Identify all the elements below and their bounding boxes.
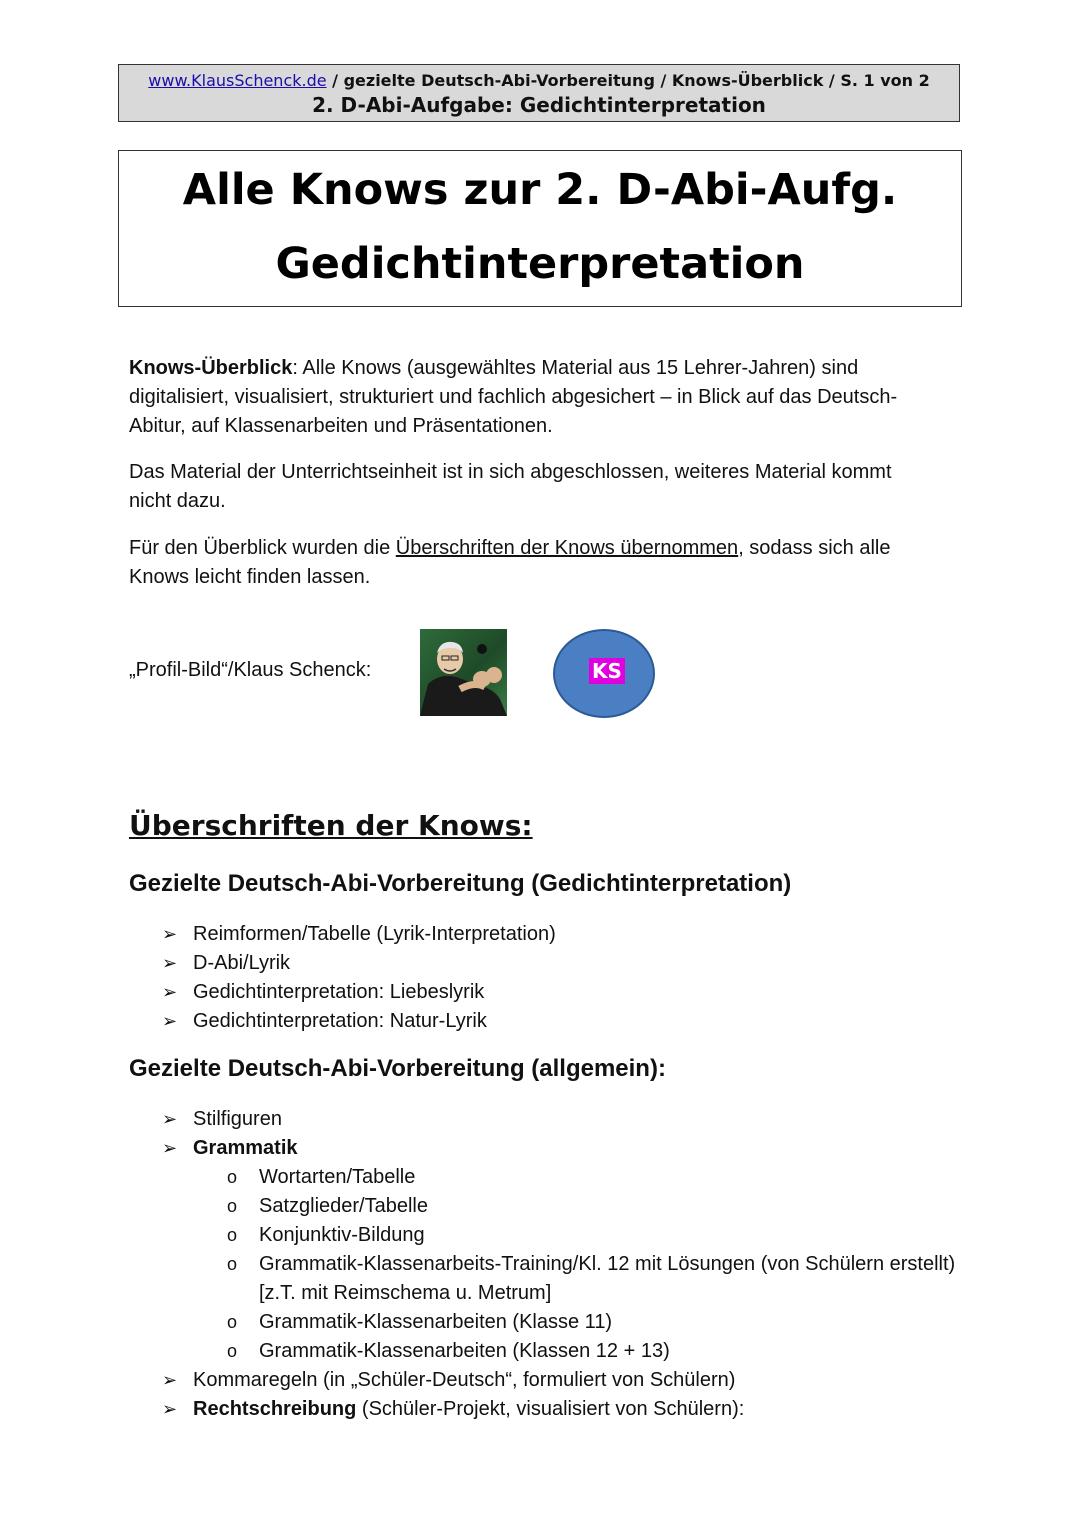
- arrow-bullet-icon: ➢: [162, 982, 178, 1002]
- group1-list: [162, 920, 556, 1036]
- sub-list-item: o Konjunktiv-Bildung: [227, 1221, 959, 1250]
- arrow-bullet-icon: ➢: [162, 1109, 178, 1129]
- sub-list-item: o Grammatik-Klassenarbeits-Training/Kl. 12 mit Lösungen (von Schülern erstellt) [z.T. mit Reimschema u. Metrum]: [227, 1250, 959, 1308]
- grammatik-sublist: [162, 1163, 959, 1366]
- list-item: ➢ Grammatik: [162, 1134, 959, 1163]
- group2-heading: Gezielte Deutsch-Abi-Vorbereitung (allgemein):: [129, 1055, 666, 1082]
- group2-list: [162, 1105, 959, 1424]
- website-link[interactable]: www.KlausSchenck.de: [148, 71, 327, 90]
- circle-bullet-icon: o: [227, 1167, 238, 1187]
- sub-list-item: o Satzglieder/Tabelle: [227, 1192, 959, 1221]
- intro-bold-label: Knows-Überblick: [129, 357, 293, 379]
- group1-heading: Gezielte Deutsch-Abi-Vorbereitung (Gedichtinterpretation): [129, 870, 792, 897]
- circle-bullet-icon: o: [227, 1341, 238, 1361]
- title-box: [118, 150, 962, 307]
- intro-text-1: : Alle Knows (ausgewähltes Material aus 15 Lehrer-Jahren) sind digitalisiert, visualisiert, strukturiert und fachlich abgesichert – in Blick auf das Deutsch-Abitur, auf Klassenarbeiten und Präsentationen.: [129, 357, 898, 437]
- arrow-bullet-icon: ➢: [162, 1138, 178, 1158]
- list-item: ➢ Rechtschreibung (Schüler-Projekt, visualisiert von Schülern):: [162, 1395, 959, 1424]
- sub-list-item: o Grammatik-Klassenarbeiten (Klassen 12 + 13): [227, 1337, 959, 1366]
- list-item: ➢ D-Abi/Lyrik: [162, 949, 556, 978]
- header-path: [119, 71, 959, 90]
- list-item: ➢ Gedichtinterpretation: Natur-Lyrik: [162, 1007, 556, 1036]
- intro-paragraph-2: Das Material der Unterrichtseinheit ist in sich abgeschlossen, weiteres Material kommt nicht dazu.: [129, 461, 892, 512]
- arrow-bullet-icon: ➢: [162, 924, 178, 944]
- title-line-1: Alle Knows zur 2. D-Abi-Aufg.: [182, 165, 898, 215]
- ks-badge: KS: [589, 658, 625, 684]
- profile-label: „Profil-Bild“/Klaus Schenck:: [129, 659, 372, 681]
- header-subtitle: 2. D-Abi-Aufgabe: Gedichtinterpretation: [312, 93, 766, 117]
- circle-bullet-icon: o: [227, 1254, 238, 1274]
- intro-paragraph-1: [129, 354, 939, 441]
- sub-list-item: o Wortarten/Tabelle: [227, 1163, 959, 1192]
- circle-bullet-icon: o: [227, 1312, 238, 1332]
- intro-text-3b: , sodass sich alle Knows leicht finden lassen.: [129, 537, 891, 588]
- header-path-text: / gezielte Deutsch-Abi-Vorbereitung / Knows-Überblick / S. 1 von 2: [326, 71, 930, 90]
- arrow-bullet-icon: ➢: [162, 1011, 178, 1031]
- arrow-bullet-icon: ➢: [162, 1399, 178, 1419]
- portrait-illustration-icon: [420, 629, 507, 716]
- intro-text-3a: Für den Überblick wurden die: [129, 537, 396, 559]
- page-header: [118, 64, 960, 122]
- circle-bullet-icon: o: [227, 1225, 238, 1245]
- list-item: ➢ Stilfiguren: [162, 1105, 959, 1134]
- section-heading: Überschriften der Knows:: [129, 809, 533, 842]
- arrow-bullet-icon: ➢: [162, 1370, 178, 1390]
- arrow-bullet-icon: ➢: [162, 953, 178, 973]
- ks-logo: [553, 629, 655, 718]
- list-item: ➢ Gedichtinterpretation: Liebeslyrik: [162, 978, 556, 1007]
- profile-photo: [420, 629, 507, 716]
- list-item: ➢ Kommaregeln (in „Schüler-Deutsch“, formuliert von Schülern): [162, 1366, 959, 1395]
- title-line-2: Gedichtinterpretation: [275, 239, 805, 289]
- list-item: ➢ Reimformen/Tabelle (Lyrik-Interpretation): [162, 920, 556, 949]
- circle-bullet-icon: o: [227, 1196, 238, 1216]
- sub-list-item: o Grammatik-Klassenarbeiten (Klasse 11): [227, 1308, 959, 1337]
- intro-paragraph-3: [129, 534, 939, 592]
- intro-underlined-text: Überschriften der Knows übernommen: [395, 537, 739, 559]
